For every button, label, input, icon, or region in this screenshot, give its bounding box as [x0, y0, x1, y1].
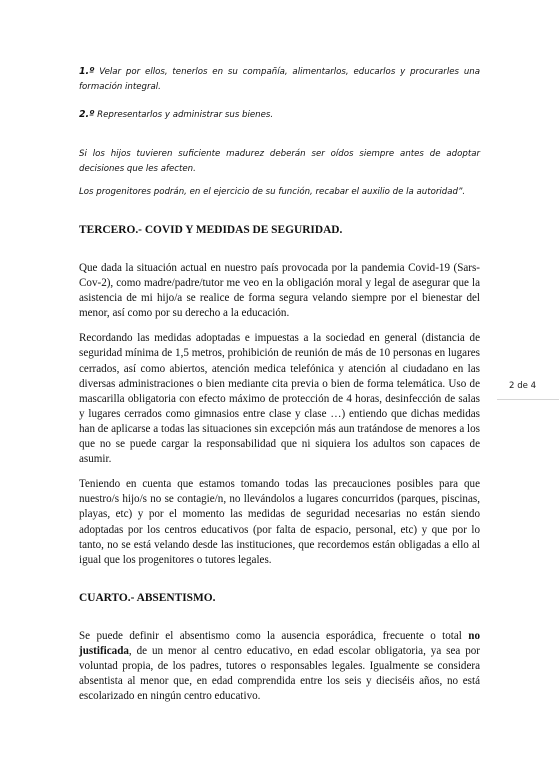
page-sidebar [497, 381, 559, 400]
quote-item-1 [79, 64, 480, 95]
body-paragraph: Teniendo en cuenta que estamos tomando todas las precauciones posibles para que nuestro/s hijo/s no se contagie/n, no llevándolos a lugares concurridos (parques, piscinas, playas, etc) y por el momento las medidas de seguridad necesarias no están siendo adoptadas por los centros educativos (por falta de espacio, personal, etc) y que por lo tanto, no se está velando desde las instituciones, que recordemos están obligadas a ello al igual que los progenitores o tutores legales. [79, 478, 480, 566]
bold-text: no justificada [79, 629, 480, 657]
item-text: Velar por ellos, tenerlos en su compañía, alimentarlos, educarlos y procurarles una formación integral. [79, 67, 480, 92]
item-text: Representarlos y administrar sus bienes. [94, 110, 274, 120]
divider [497, 399, 559, 400]
quote-paragraph: Si los hijos tuvieren suficiente madurez deberán ser oídos siempre antes de adoptar decisiones que les afecten. [79, 149, 480, 174]
body-paragraph: Recordando las medidas adoptadas e impuestas a la sociedad en general (distancia de seguridad mínima de 1,5 metros, prohibición de reunión de más de 10 personas en lugares cerrados, así como abiertos, atención medica telefónica y atención al ciudadano en las diversas administraciones o bien mediante cita previa o bien de forma telemática. Uso de mascarilla obligatoria con efecto máximo de protección de 4 horas, desinfección de salas y lugares cerrados como gimnasios entre clase y clase …) entiendo que dichas medidas han de aplicarse a todas las situaciones sin excepción más aun tratándose de menores a los que no se puede cargar la responsabilidad que ni siquiera los adultos son capaces de asumir. [79, 332, 480, 466]
text-run: , de un menor al centro educativo, en edad escolar obligatoria, ya sea por voluntad propia, de los padres, tutores o responsables legales. Igualmente se considera absentista al menor que, en edad comprendida entre los seis y dieciséis años, no está escolarizado en ningún centro educativo. [79, 644, 480, 703]
item-number: 2.º [79, 109, 95, 120]
body-paragraph: Que dada la situación actual en nuestro país provocada por la pandemia Covid-19 (Sars-Cov-2), como madre/padre/tutor me veo en la obligación moral y legal de asegurar que la asistencia de mi hijo/a se realice de forma segura velando siempre por el bienestar del menor, así como por su derecho a la educación. [79, 262, 480, 320]
quote-paragraph: Los progenitores podrán, en el ejercicio de su función, recabar el auxilio de la autoridad”. [79, 187, 466, 197]
page-indicator: 2 de 4 [509, 381, 537, 391]
section-heading: TERCERO.- COVID Y MEDIDAS DE SEGURIDAD. [79, 224, 343, 236]
item-number: 1.º [79, 66, 95, 77]
text-run: Se puede definir el absentismo como la ausencia esporádica, frecuente o total [79, 629, 469, 642]
document-page [79, 64, 480, 704]
body-paragraph [79, 629, 480, 704]
quote-item-2 [79, 107, 480, 123]
section-heading: CUARTO.- ABSENTISMO. [79, 591, 216, 604]
